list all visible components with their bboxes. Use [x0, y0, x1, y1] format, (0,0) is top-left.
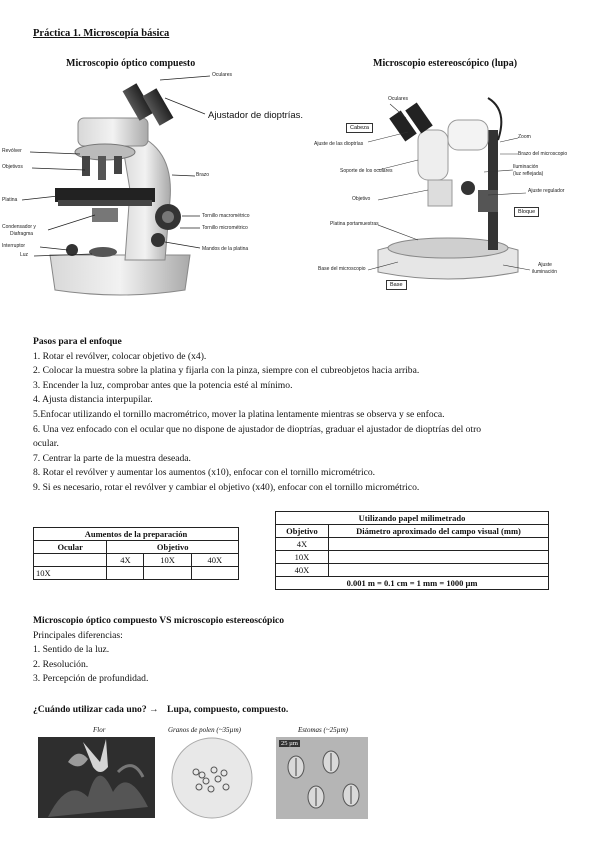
obj-4x: 4X — [107, 554, 144, 567]
pollen-photo — [166, 737, 258, 819]
table-cell — [144, 567, 191, 580]
diopter-callout: Ajustador de dioptrías. — [208, 110, 304, 121]
stereo-label-zoom: Zoom — [518, 134, 531, 140]
photo-caption-estomas: Estomas (~25µm) — [298, 726, 349, 734]
ocular-10x: 10X — [34, 567, 107, 580]
stereo-label-iluminacion-2: (luz reflejada) — [513, 171, 544, 177]
pollen-image — [166, 737, 258, 819]
when-answer: Lupa, compuesto, compuesto. — [167, 704, 289, 715]
photo-caption-polen: Granos de polen (~35µm) — [168, 726, 241, 734]
stereo-label-base: Base del microscopio — [318, 266, 366, 272]
stereo-label-ajuste-ilum-2: iluminación — [532, 269, 558, 275]
stereo-label-ajuste-ilum: Ajuste — [538, 262, 552, 268]
stereo-label-ajuste-dioptrias: Ajuste de las dioptrías — [314, 141, 364, 147]
col-objetivo: Objetivo — [107, 541, 239, 554]
row-40x: 40X — [276, 564, 329, 577]
col-ocular: Ocular — [34, 541, 107, 554]
table-cell — [329, 564, 549, 577]
when-question: ¿Cuándo utilizar cada uno? → — [33, 704, 159, 715]
label-diafragma: Diafragma — [10, 231, 34, 237]
stereo-microscope-figure — [308, 90, 590, 300]
difference-item: 1. Sentido de la luz. — [33, 644, 110, 655]
stereo-label-platina: Platina portamuestras — [330, 221, 379, 227]
focus-step: 4. Ajusta distancia interpupilar. — [33, 394, 153, 406]
compound-microscope-figure — [0, 70, 300, 330]
stereo-label-soporte: Soporte de los oculares — [340, 168, 393, 174]
flower-image — [38, 737, 155, 818]
row-10x: 10X — [276, 551, 329, 564]
focus-step: 3. Encender la luz, comprobar antes que la potencia esté al mínimo. — [33, 379, 293, 391]
magnification-table — [33, 527, 239, 580]
compound-heading: Microscopio óptico compuesto — [66, 58, 196, 69]
focus-steps — [33, 335, 573, 496]
photo-caption-flor: Flor — [93, 726, 106, 734]
comparison-heading: Microscopio óptico compuesto VS microscopio estereoscópico — [33, 615, 285, 626]
stereo-label-oculares: Oculares — [388, 96, 409, 102]
focus-step: 1. Rotar el revólver, colocar objetivo de (x4). — [33, 350, 207, 362]
focus-step: 7. Centrar la parte de la muestra deseada. — [33, 452, 191, 464]
col-diametro: Diámetro aproximado del campo visual (mm) — [329, 525, 549, 538]
row-4x: 4X — [276, 538, 329, 551]
label-mandos: Mandos de la platina — [202, 246, 249, 252]
table-cell — [329, 538, 549, 551]
stomata-photo — [276, 737, 368, 819]
difference-item: 2. Resolución. — [33, 658, 89, 670]
label-micro: Tornillo micrométrico — [202, 225, 248, 231]
label-brazo: Brazo — [196, 172, 210, 178]
table-cell — [191, 567, 238, 580]
label-platina: Platina — [2, 197, 18, 203]
stereo-label-ajuste-regulador: Ajuste regulador — [528, 188, 565, 194]
comparison-section — [33, 614, 284, 687]
stereo-box-base: Base — [386, 280, 407, 290]
label-interruptor: Interruptor — [2, 243, 26, 249]
table-cell — [329, 551, 549, 564]
table-cell — [34, 554, 107, 567]
label-luz: Luz — [20, 252, 29, 258]
unit-conversion: 0.001 m = 0.1 cm = 1 mm = 1000 µm — [276, 577, 549, 590]
when-line — [33, 704, 288, 715]
magnification-table-title: Aumentos de la preparación — [34, 528, 239, 541]
flower-photo — [38, 737, 155, 818]
stereo-label-iluminacion: Iluminación — [513, 164, 539, 170]
stomata-image — [276, 737, 368, 819]
label-objetivos: Objetivos — [2, 164, 23, 170]
focus-step: 6. Una vez enfocado con el ocular que no dispone de ajustador de dioptrías, graduar el ajustador de dioptrías del otro — [33, 423, 482, 435]
comparison-intro: Principales diferencias: — [33, 629, 123, 641]
col-objetivo-2: Objetivo — [276, 525, 329, 538]
compound-microscope-drawing — [0, 70, 300, 330]
field-diameter-table — [275, 511, 549, 590]
label-condensador: Condensador y — [2, 224, 36, 230]
focus-heading: Pasos para el enfoque — [33, 336, 122, 347]
stereo-label-brazo: Brazo del microscopio — [518, 151, 568, 157]
stereo-box-cabeza: Cabeza — [346, 123, 373, 133]
focus-step: ocular. — [33, 438, 59, 450]
focus-step: 5.Enfocar utilizando el tornillo macrométrico, mover la platina lentamente mientras se observa y se enfoca. — [33, 408, 445, 420]
table-cell — [107, 567, 144, 580]
label-macro: Tornillo macrométrico — [202, 213, 250, 219]
obj-10x: 10X — [144, 554, 191, 567]
field-table-title: Utilizando papel milimetrado — [276, 512, 549, 525]
obj-40x: 40X — [191, 554, 238, 567]
stereo-heading: Microscopio estereoscópico (lupa) — [373, 58, 518, 69]
focus-step: 9. Si es necesario, rotar el revólver y cambiar el objetivo (x40), enfocar con el tornillo micrométrico. — [33, 481, 420, 493]
label-oculares: Oculares — [212, 72, 233, 78]
focus-step: 8. Rotar el revólver y aumentar los aumentos (x10), enfocar con el tornillo micrométrico. — [33, 467, 376, 479]
focus-step: 2. Colocar la muestra sobre la platina y fijarla con la pinza, siempre con el cubreobjetos hacia arriba. — [33, 365, 420, 377]
stereo-box-bloque: Bloque — [514, 207, 539, 217]
scale-label: 25 µm — [281, 740, 298, 747]
difference-item: 3. Percepción de profundidad. — [33, 673, 149, 684]
label-revolver: Revólver — [2, 148, 22, 154]
stereo-label-objetivo: Objetivo — [352, 196, 371, 202]
page-title: Práctica 1. Microscopía básica — [33, 28, 170, 39]
